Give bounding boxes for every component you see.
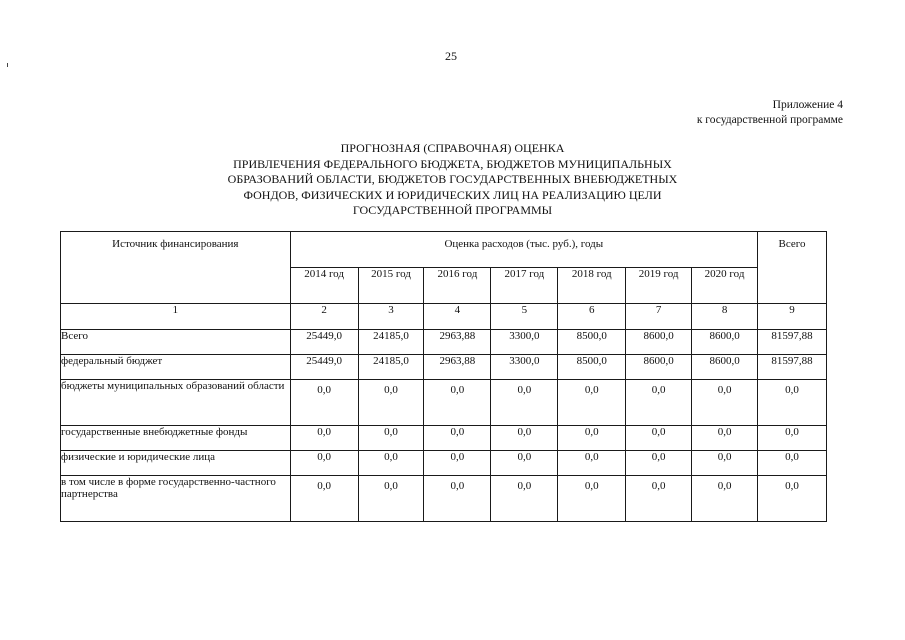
cell-value: 0,0 [692, 476, 758, 522]
table-row [61, 380, 827, 426]
row-label: в том числе в форме государственно-частного партнерства [61, 476, 291, 522]
header-estimate: Оценка расходов (тыс. руб.), годы [290, 232, 757, 268]
cell-value: 0,0 [758, 451, 827, 476]
column-number: 8 [692, 304, 758, 330]
cell-value: 2963,88 [424, 355, 491, 380]
appendix-note [697, 98, 843, 128]
margin-mark [7, 63, 8, 67]
cell-value: 25449,0 [290, 355, 358, 380]
cell-value: 0,0 [558, 426, 626, 451]
table-row [61, 476, 827, 522]
row-label: государственные внебюджетные фонды [61, 426, 291, 451]
column-number: 3 [358, 304, 424, 330]
financing-table [60, 231, 827, 522]
row-label: Всего [61, 330, 291, 355]
cell-value: 0,0 [558, 380, 626, 426]
header-year: 2019 год [626, 268, 692, 304]
cell-value: 0,0 [491, 451, 558, 476]
title-line: ПРОГНОЗНАЯ (СПРАВОЧНАЯ) ОЦЕНКА [340, 141, 565, 155]
row-label: физические и юридические лица [61, 451, 291, 476]
title-line: ФОНДОВ, ФИЗИЧЕСКИХ И ЮРИДИЧЕСКИХ ЛИЦ НА РЕАЛИЗАЦИЮ ЦЕЛИ [243, 187, 662, 202]
cell-value: 8600,0 [626, 330, 692, 355]
cell-value: 0,0 [626, 380, 692, 426]
cell-value: 0,0 [290, 476, 358, 522]
title-line: ПРИВЛЕЧЕНИЯ ФЕДЕРАЛЬНОГО БЮДЖЕТА, БЮДЖЕТОВ МУНИЦИПАЛЬНЫХ [233, 156, 672, 171]
cell-value: 0,0 [424, 380, 491, 426]
cell-value: 0,0 [358, 426, 424, 451]
cell-value: 8500,0 [558, 330, 626, 355]
header-year: 2020 год [692, 268, 758, 304]
title-line: ГОСУДАРСТВЕННОЙ ПРОГРАММЫ [352, 203, 553, 217]
cell-value: 8500,0 [558, 355, 626, 380]
cell-value: 0,0 [692, 380, 758, 426]
cell-value: 0,0 [424, 476, 491, 522]
cell-value: 25449,0 [290, 330, 358, 355]
column-number: 7 [626, 304, 692, 330]
cell-value: 0,0 [424, 426, 491, 451]
table-row [61, 426, 827, 451]
column-number: 4 [424, 304, 491, 330]
cell-value: 0,0 [491, 476, 558, 522]
header-total: Всего [758, 232, 827, 304]
header-year: 2016 год [424, 268, 491, 304]
cell-value: 0,0 [758, 476, 827, 522]
appendix-line-1: Приложение 4 [772, 99, 843, 111]
cell-value: 0,0 [692, 451, 758, 476]
cell-value: 0,0 [626, 451, 692, 476]
cell-value: 0,0 [558, 476, 626, 522]
cell-value: 0,0 [491, 380, 558, 426]
cell-value: 3300,0 [491, 355, 558, 380]
cell-value: 81597,88 [758, 355, 827, 380]
header-year: 2015 год [358, 268, 424, 304]
cell-value: 0,0 [626, 426, 692, 451]
cell-value: 0,0 [358, 476, 424, 522]
cell-value: 0,0 [358, 451, 424, 476]
cell-value: 0,0 [758, 426, 827, 451]
table-row [61, 355, 827, 380]
cell-value: 0,0 [290, 426, 358, 451]
cell-value: 0,0 [358, 380, 424, 426]
cell-value: 0,0 [290, 451, 358, 476]
cell-value: 8600,0 [692, 330, 758, 355]
column-number: 1 [61, 304, 291, 330]
row-label: федеральный бюджет [61, 355, 291, 380]
column-number: 5 [491, 304, 558, 330]
row-label: бюджеты муниципальных образований области [61, 380, 291, 426]
column-number: 9 [758, 304, 827, 330]
cell-value: 2963,88 [424, 330, 491, 355]
table-row [61, 330, 827, 355]
cell-value: 0,0 [290, 380, 358, 426]
cell-value: 0,0 [758, 380, 827, 426]
cell-value: 24185,0 [358, 355, 424, 380]
table-row [61, 451, 827, 476]
cell-value: 8600,0 [626, 355, 692, 380]
appendix-line-2: к государственной программе [696, 114, 843, 126]
cell-value: 0,0 [626, 476, 692, 522]
cell-value: 24185,0 [358, 330, 424, 355]
column-number: 6 [558, 304, 626, 330]
page-number: 25 [445, 49, 457, 63]
cell-value: 3300,0 [491, 330, 558, 355]
cell-value: 81597,88 [758, 330, 827, 355]
column-number: 2 [290, 304, 358, 330]
cell-value: 0,0 [491, 426, 558, 451]
cell-value: 8600,0 [692, 355, 758, 380]
cell-value: 0,0 [558, 451, 626, 476]
header-source: Источник финансирования [61, 232, 291, 304]
document-title [150, 141, 755, 219]
header-year: 2014 год [290, 268, 358, 304]
header-year: 2018 год [558, 268, 626, 304]
header-year: 2017 год [491, 268, 558, 304]
title-line: ОБРАЗОВАНИЙ ОБЛАСТИ, БЮДЖЕТОВ ГОСУДАРСТВЕННЫХ ВНЕБЮДЖЕТНЫХ [227, 172, 678, 186]
cell-value: 0,0 [692, 426, 758, 451]
cell-value: 0,0 [424, 451, 491, 476]
